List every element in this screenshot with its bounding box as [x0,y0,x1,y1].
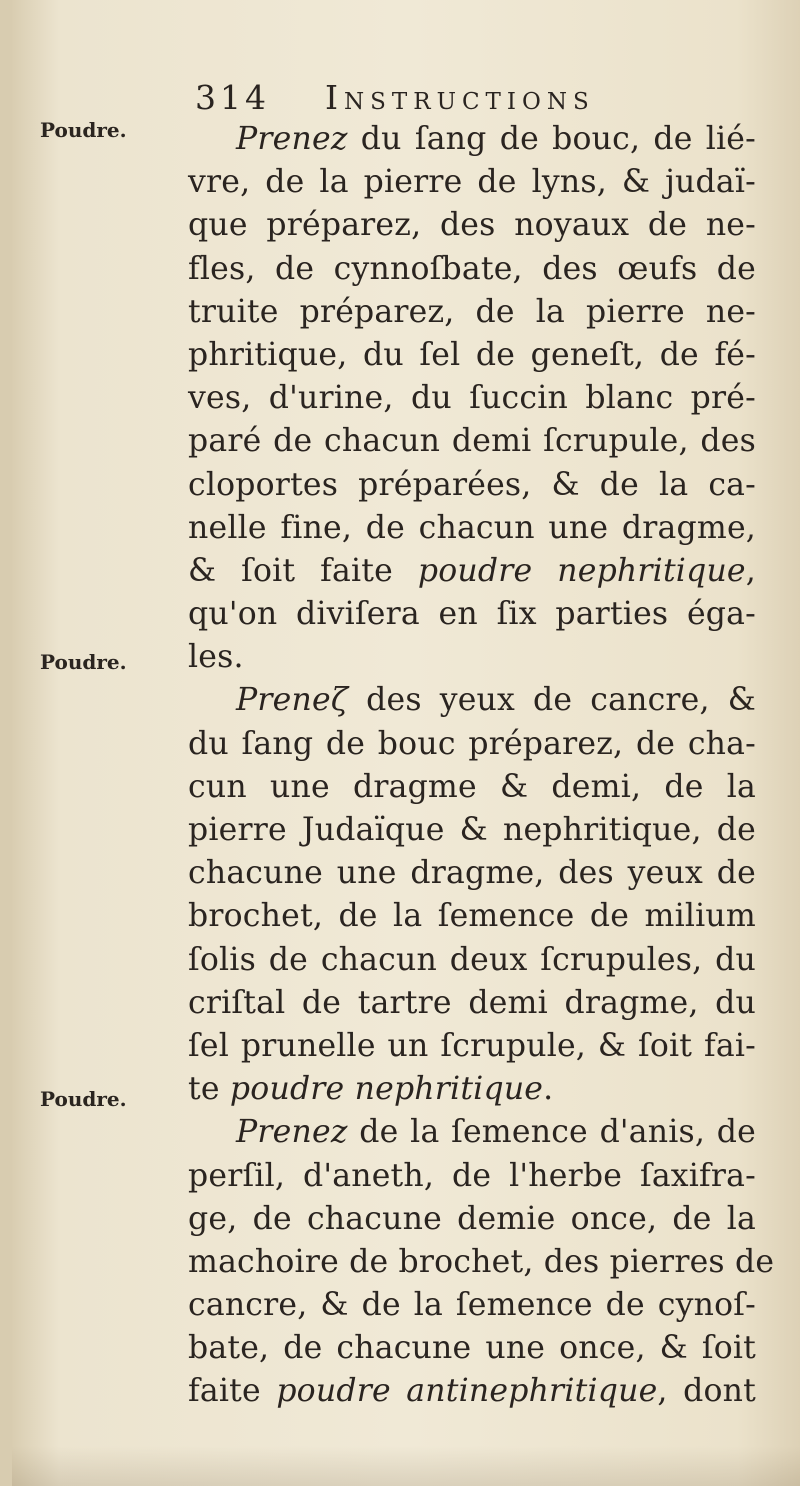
text-line [188,1198,756,1241]
line-tail: , [745,552,756,589]
line-text: du ſang de bouc préparez, de cha- [188,725,756,762]
line-text: paré de chacun demi ſcrupule, des [188,423,756,460]
line-text: vre, de la pierre de lyns, & judaï- [188,164,756,201]
line-text: faite [188,1373,277,1410]
running-title: Instructions [325,78,595,117]
italic-phrase: poudre antinephritique [276,1373,658,1410]
text-line [188,248,756,291]
line-text: de la ſemence d'anis, de [347,1114,756,1151]
line-text: & ſoit faite [188,552,418,589]
text-line [188,118,756,161]
text-line [188,1025,756,1068]
line-text: cloportes préparées, & de la ca- [188,466,756,503]
margin-note-3: Poudre. [40,1087,127,1111]
text-line [188,464,756,507]
line-text: truite préparez, de la pierre ne- [188,293,756,330]
line-text: criſtal de tartre demi dragme, du [188,984,756,1021]
text-line [188,766,756,809]
line-text: phritique, du ſel de geneſt, de fé- [188,336,756,373]
line-text: cancre, & de la ſemence de cynoſ- [188,1287,756,1324]
line-text: du ſang de bouc, de lié- [347,121,756,157]
italic-word: Prenez [236,1114,348,1151]
text-line [188,204,756,247]
text-line [188,334,756,377]
line-text: chacune une dragme, des yeux de [188,855,756,892]
margin-note-2: Poudre. [40,650,127,674]
text-line [188,809,756,852]
text-line [188,1241,775,1284]
line-text: qu'on diviſera en ſix parties éga- [188,596,756,633]
line-tail: . [543,1071,554,1108]
text-line [188,1111,756,1154]
line-text: cun une dragme & demi, de la [188,768,756,805]
line-text: les. [188,639,244,676]
text-line [188,1284,756,1327]
text-line [188,550,756,593]
text-line [188,895,756,938]
line-text: pierre Judaïque & nephritique, de [188,812,756,848]
page-header [195,78,655,118]
text-line [188,723,756,766]
text-line [188,377,756,420]
line-tail: , dont [657,1373,756,1410]
text-line [188,982,756,1025]
italic-word: Prenez [236,121,348,157]
line-text: ſel prunelle un ſcrupule, & ſoit fai- [188,1027,756,1064]
line-text: ſolis de chacun deux ſcrupules, du [188,941,756,978]
line-text: bate, de chacune une once, & ſoit [188,1330,756,1367]
text-line [188,939,756,982]
line-text: te [188,1071,230,1108]
text-line [188,1155,756,1198]
text-line [188,636,756,679]
margin-note-1: Poudre. [40,118,127,142]
text-line [188,1370,756,1413]
book-page [12,0,800,1486]
italic-phrase: poudre nephritique [417,552,746,589]
line-text: machoire de brochet, des pierres de [188,1243,775,1280]
line-text: nelle fine, de chacun une dragme, [188,509,756,546]
line-text: des yeux de cancre, & [348,682,756,719]
text-line [188,507,756,550]
text-line [188,1327,756,1370]
line-text: ge, de chacune demie once, de la [188,1200,756,1237]
text-line [188,291,756,334]
italic-phrase: poudre nephritique [229,1071,544,1108]
text-line [188,593,756,636]
page-number: 314 [195,78,270,117]
body-text [188,118,775,1414]
text-line [188,420,756,463]
line-text: brochet, de la ſemence de milium [188,898,756,935]
text-line [188,679,756,722]
line-text: que préparez, des noyaux de ne- [188,207,756,244]
line-text: ves, d'urine, du ſuccin blanc pré- [188,380,756,417]
line-text: perſil, d'aneth, de l'herbe ſaxifra- [188,1157,756,1194]
text-line [188,1068,756,1111]
italic-word: Preneζ [236,682,349,719]
text-line [188,852,756,895]
line-text: fles, de cynnoſbate, des œufs de [188,250,756,287]
text-line [188,161,756,204]
